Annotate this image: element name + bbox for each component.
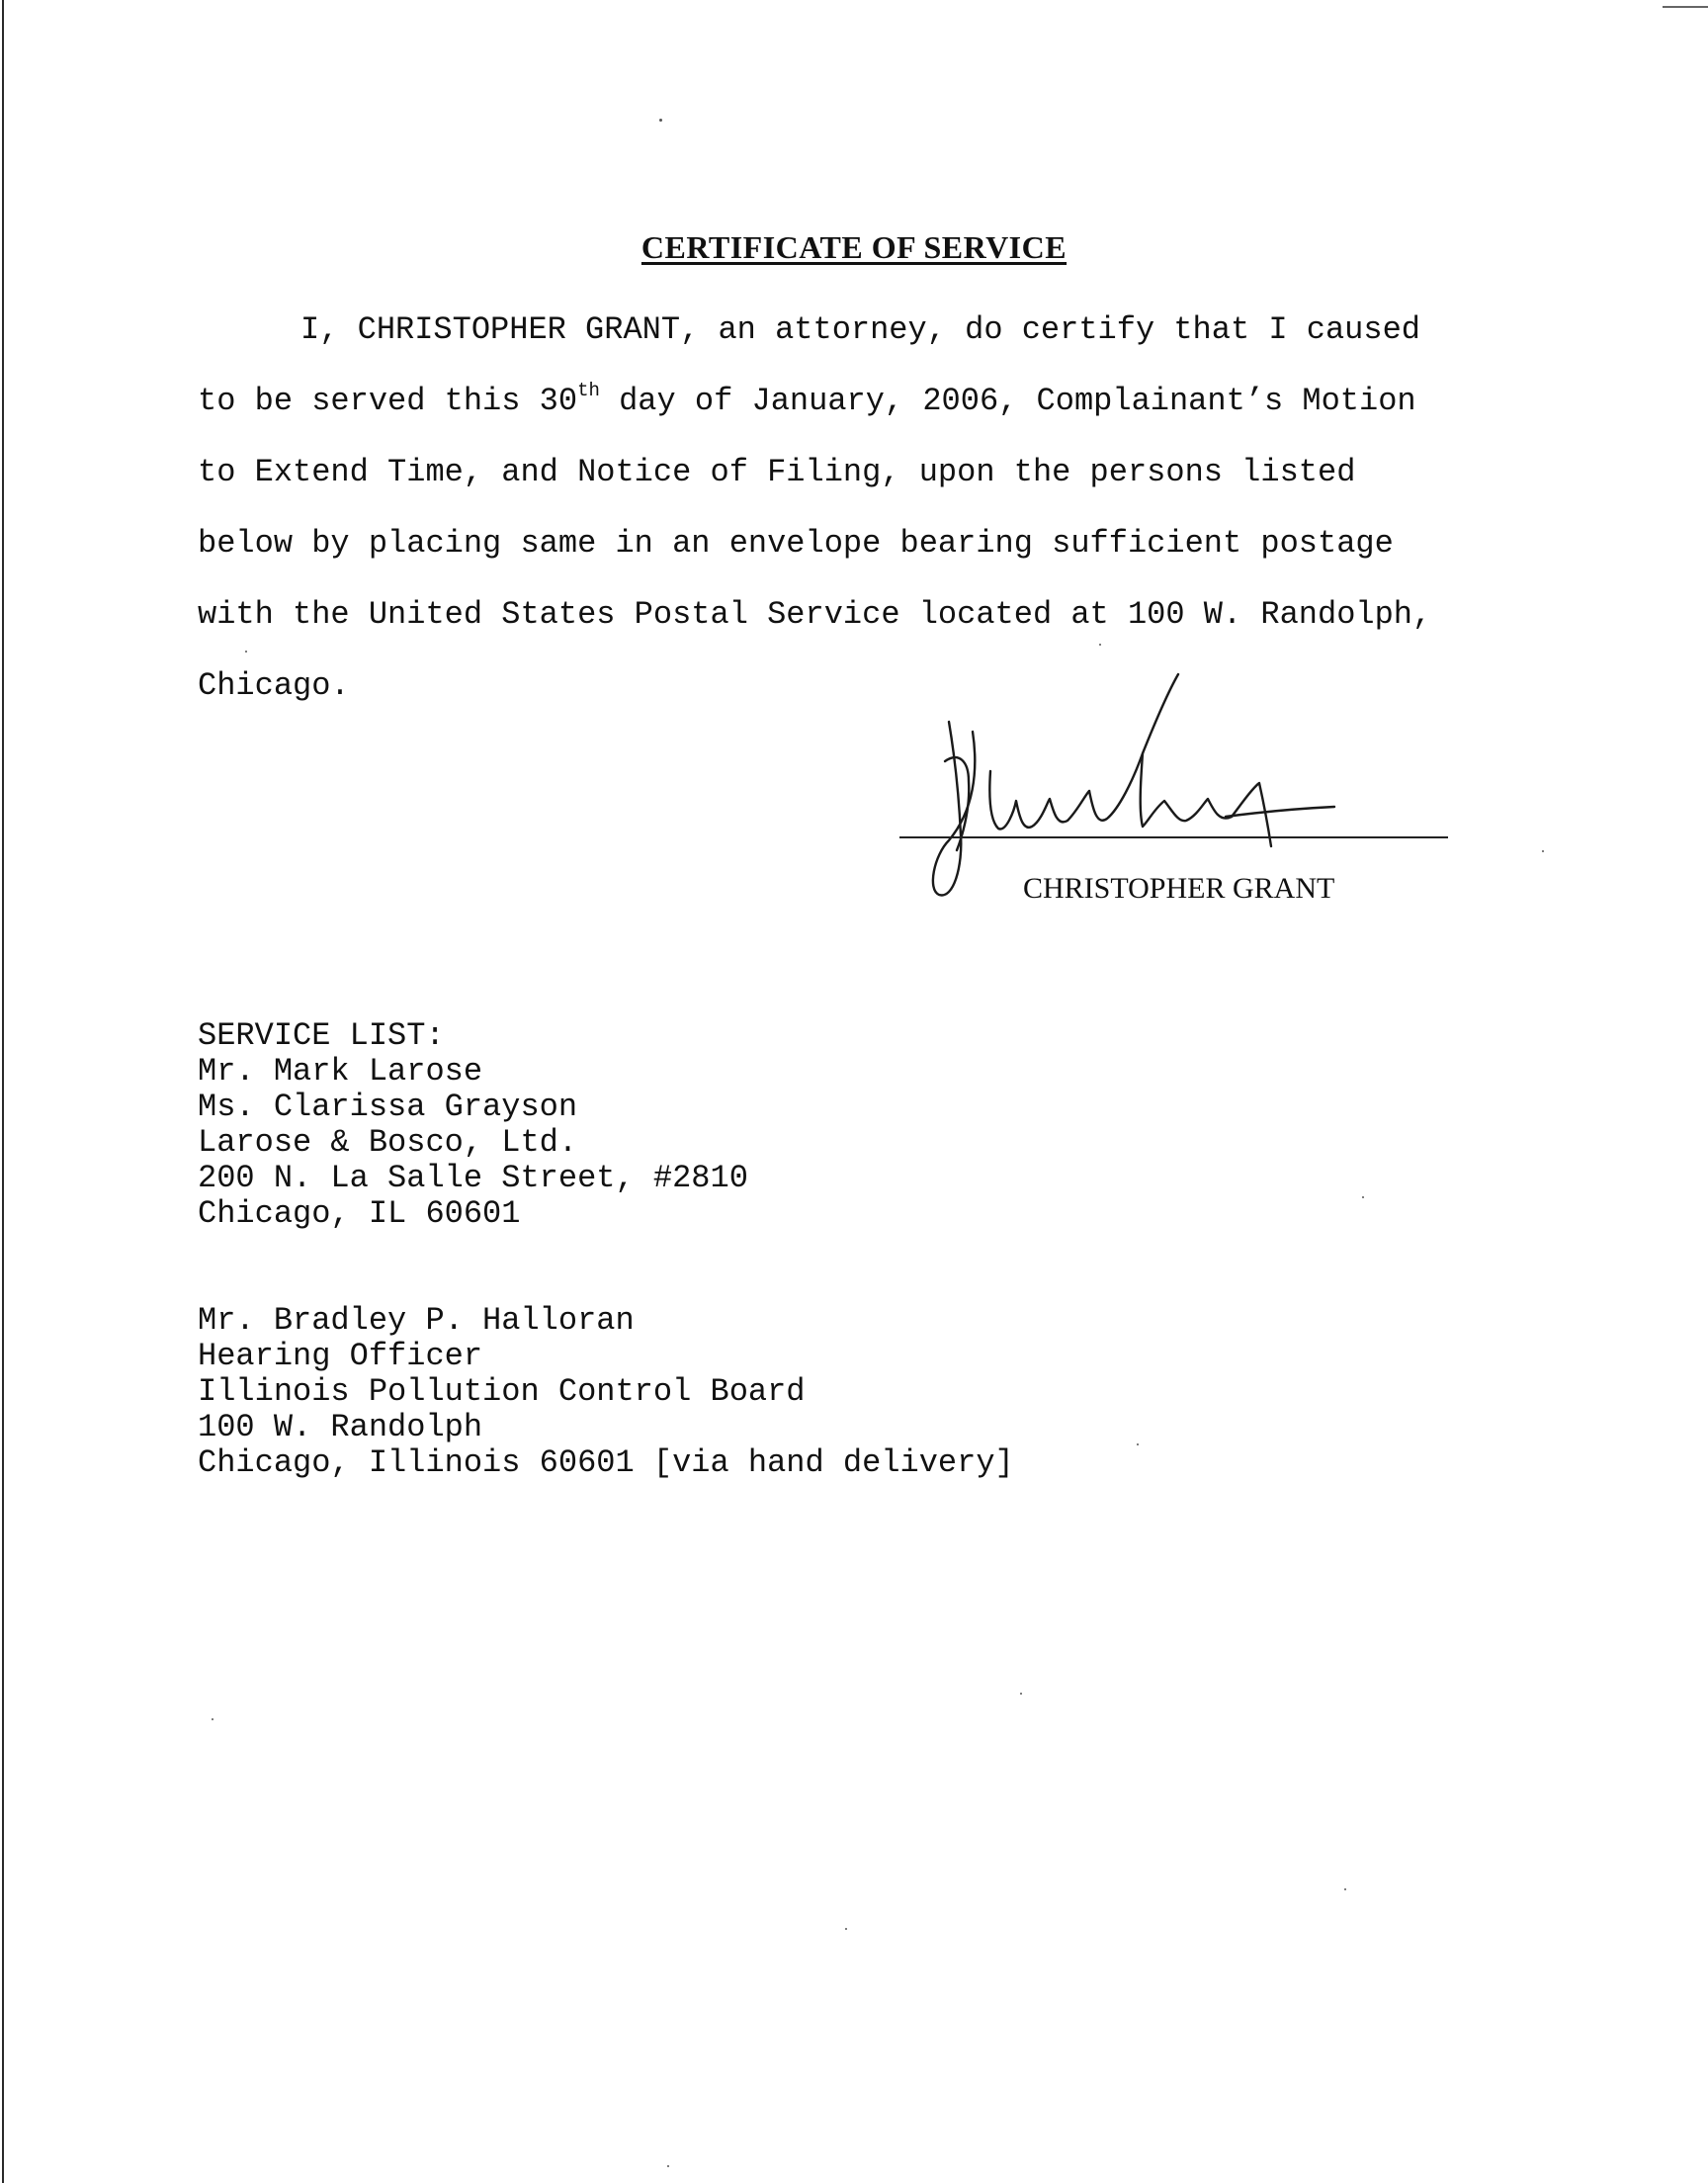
scan-speck [667,2165,669,2167]
service-list-heading-group [198,1018,748,1232]
scan-speck [1362,1196,1364,1198]
service-list-line: Mr. Bradley P. Halloran [198,1302,635,1339]
service-list-line: 100 W. Randolph [198,1409,483,1445]
paragraph-line: to Extend Time, and Notice of Filing, upon the persons listed [198,454,1356,490]
certification-paragraph [198,295,1512,722]
paragraph-line [198,366,1512,437]
service-list-line: Chicago, Illinois 60601 [via hand delivery] [198,1444,1014,1481]
service-list-line: Illinois Pollution Control Board [198,1373,806,1410]
service-list-heading: SERVICE LIST: [198,1017,445,1054]
service-list-line: Larose & Bosco, Ltd. [198,1124,578,1161]
service-list-line: Ms. Clarissa Grayson [198,1089,578,1125]
document-title: CERTIFICATE OF SERVICE [640,229,1068,265]
signatory-name: CHRISTOPHER GRANT [1023,872,1335,905]
paragraph-text: day of January, 2006, Complainant’s Motion [599,383,1416,419]
scan-edge-line [2,0,4,2183]
scan-corner-mark [1663,6,1708,8]
service-list-line: Chicago, IL 60601 [198,1195,521,1232]
paragraph-text: to be served this 30 [198,383,578,419]
scan-speck [1542,850,1544,852]
signature-line [899,836,1448,838]
scan-speck [659,119,662,122]
signature-block [899,662,1453,910]
paragraph-line: I, CHRISTOPHER GRANT, an attorney, do certify that I caused [300,311,1420,348]
service-list-recipient-2 [198,1303,1014,1481]
ordinal-suffix: th [577,380,600,401]
scan-speck [1344,1888,1346,1890]
paragraph-line: with the United States Postal Service located at 100 W. Randolph, [198,596,1432,633]
paragraph-line: Chicago. [198,667,350,704]
service-list-line: Mr. Mark Larose [198,1053,483,1090]
scan-speck [1020,1693,1022,1695]
scan-speck [212,1718,214,1720]
scan-speck [845,1928,847,1930]
service-list-line: Hearing Officer [198,1338,483,1374]
service-list-line: 200 N. La Salle Street, #2810 [198,1160,748,1196]
paragraph-line: below by placing same in an envelope bearing sufficient postage [198,525,1394,562]
scan-speck [1137,1443,1139,1445]
